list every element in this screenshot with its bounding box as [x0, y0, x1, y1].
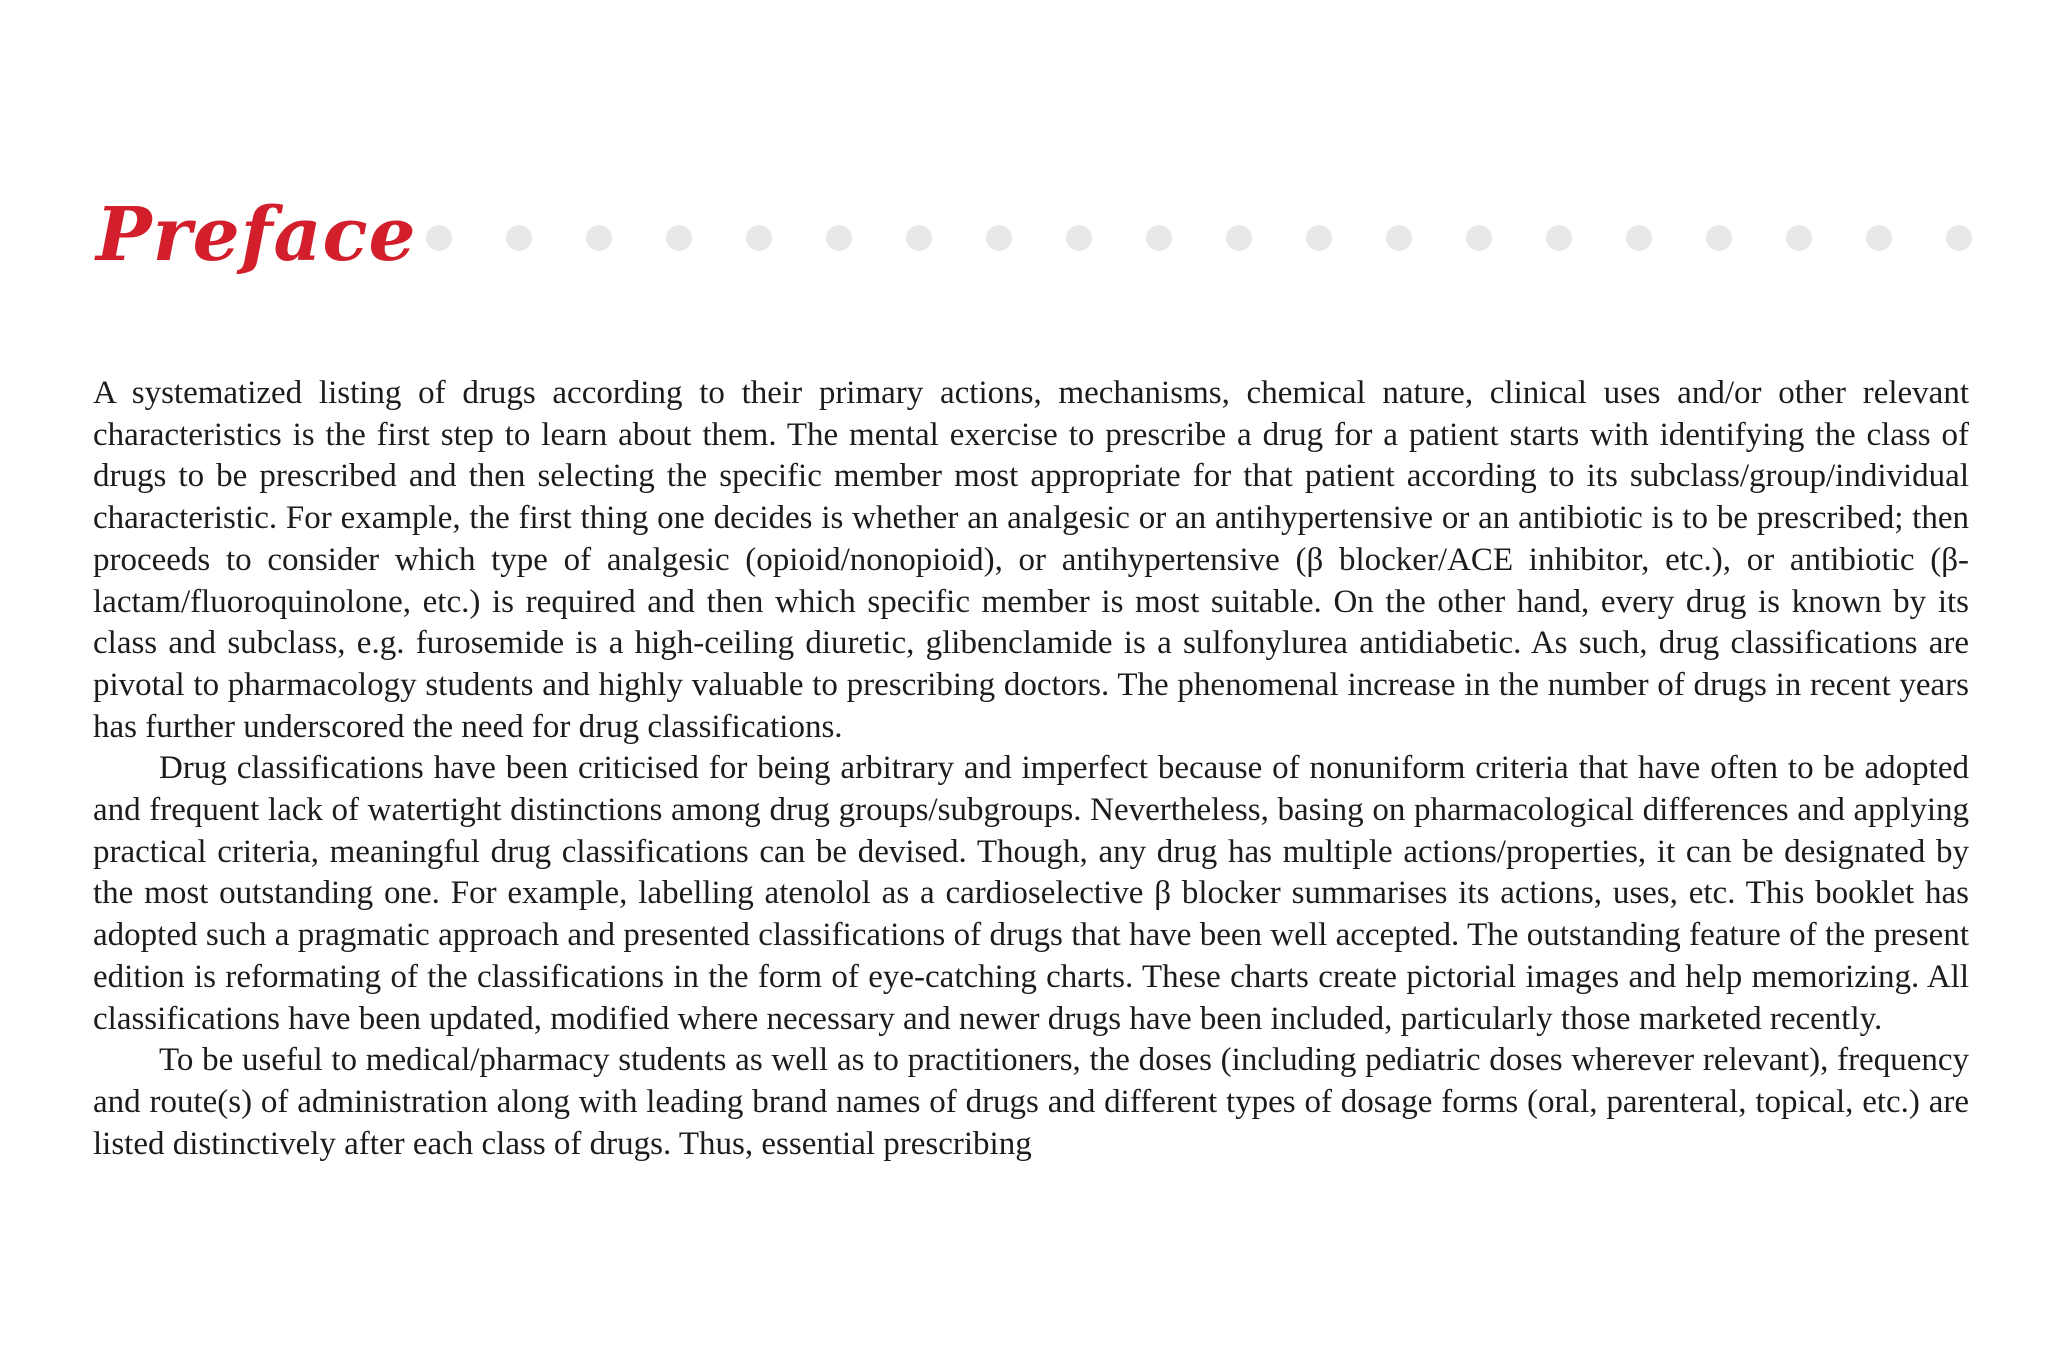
- divider-dot: [1546, 225, 1572, 251]
- divider-dot: [506, 225, 532, 251]
- paragraph-1: A systematized listing of drugs according to their primary actions, mechanisms, chemical nature, clinical uses and/or other relevant characteristics is the first step to learn about them. The mental exercise to prescribe a drug for a patient starts with identifying the class of drugs to be prescribed and then selecting the specific member most appropriate for that patient according to its subclass/group/individual characteristic. For example, the first thing one decides is whether an analgesic or an antihypertensive or an antibiotic is to be prescribed; then proceeds to consider which type of analgesic (opioid/nonopioid), or antihypertensive (β blocker/ACE inhibitor, etc.), or antibiotic (β-lactam/fluoroquinolone, etc.) is required and then which specific member is most suitable. On the other hand, every drug is known by its class and subclass, e.g. furosemide is a high-ceiling diuretic, glibenclamide is a sulfonylurea antidiabetic. As such, drug classifications are pivotal to pharmacology students and highly valuable to prescribing doctors. The phenomenal increase in the number of drugs in recent years has further underscored the need for drug classifications.: [93, 375, 1969, 745]
- divider-dot: [1946, 225, 1972, 251]
- divider-dot: [1706, 225, 1732, 251]
- divider-dot: [746, 225, 772, 251]
- divider-dot: [1146, 225, 1172, 251]
- divider-dot: [1626, 225, 1652, 251]
- divider-dot: [1466, 225, 1492, 251]
- divider-dot: [986, 225, 1012, 251]
- divider-dot: [666, 225, 692, 251]
- divider-dot: [1386, 225, 1412, 251]
- heading-row: [96, 180, 1976, 290]
- paragraph-3: To be useful to medical/pharmacy students as well as to practitioners, the doses (including pediatric doses wherever relevant), frequency and route(s) of administration along with leading brand names of drugs and different types of dosage forms (oral, parenteral, topical, etc.) are listed distinctively after each class of drugs. Thus, essential prescribing: [93, 1042, 1969, 1162]
- divider-dot: [1226, 225, 1252, 251]
- divider-dot: [1866, 225, 1892, 251]
- divider-dot: [1306, 225, 1332, 251]
- preface-body: [93, 373, 1969, 1165]
- divider-dot: [1786, 225, 1812, 251]
- divider-dot: [586, 225, 612, 251]
- paragraph-2: Drug classifications have been criticised for being arbitrary and imperfect because of nonuniform criteria that have often to be adopted and frequent lack of watertight distinctions among drug groups/subgroups. Nevertheless, basing on pharmacological differences and applying practical criteria, meaningful drug classifications can be devised. Though, any drug has multiple actions/properties, it can be designated by the most outstanding one. For example, labelling atenolol as a cardioselective β blocker summarises its actions, uses, etc. This booklet has adopted such a pragmatic approach and presented classifications of drugs that have been well accepted. The outstanding feature of the present edition is reformating of the classifications in the form of eye-catching charts. These charts create pictorial images and help memorizing. All classifications have been updated, modified where necessary and newer drugs have been included, particularly those marketed recently.: [93, 750, 1969, 1037]
- page-title: Preface: [96, 192, 417, 278]
- divider-dot: [426, 225, 452, 251]
- divider-dot: [1066, 225, 1092, 251]
- divider-dot: [826, 225, 852, 251]
- divider-dot: [906, 225, 932, 251]
- dot-divider: [426, 225, 2048, 255]
